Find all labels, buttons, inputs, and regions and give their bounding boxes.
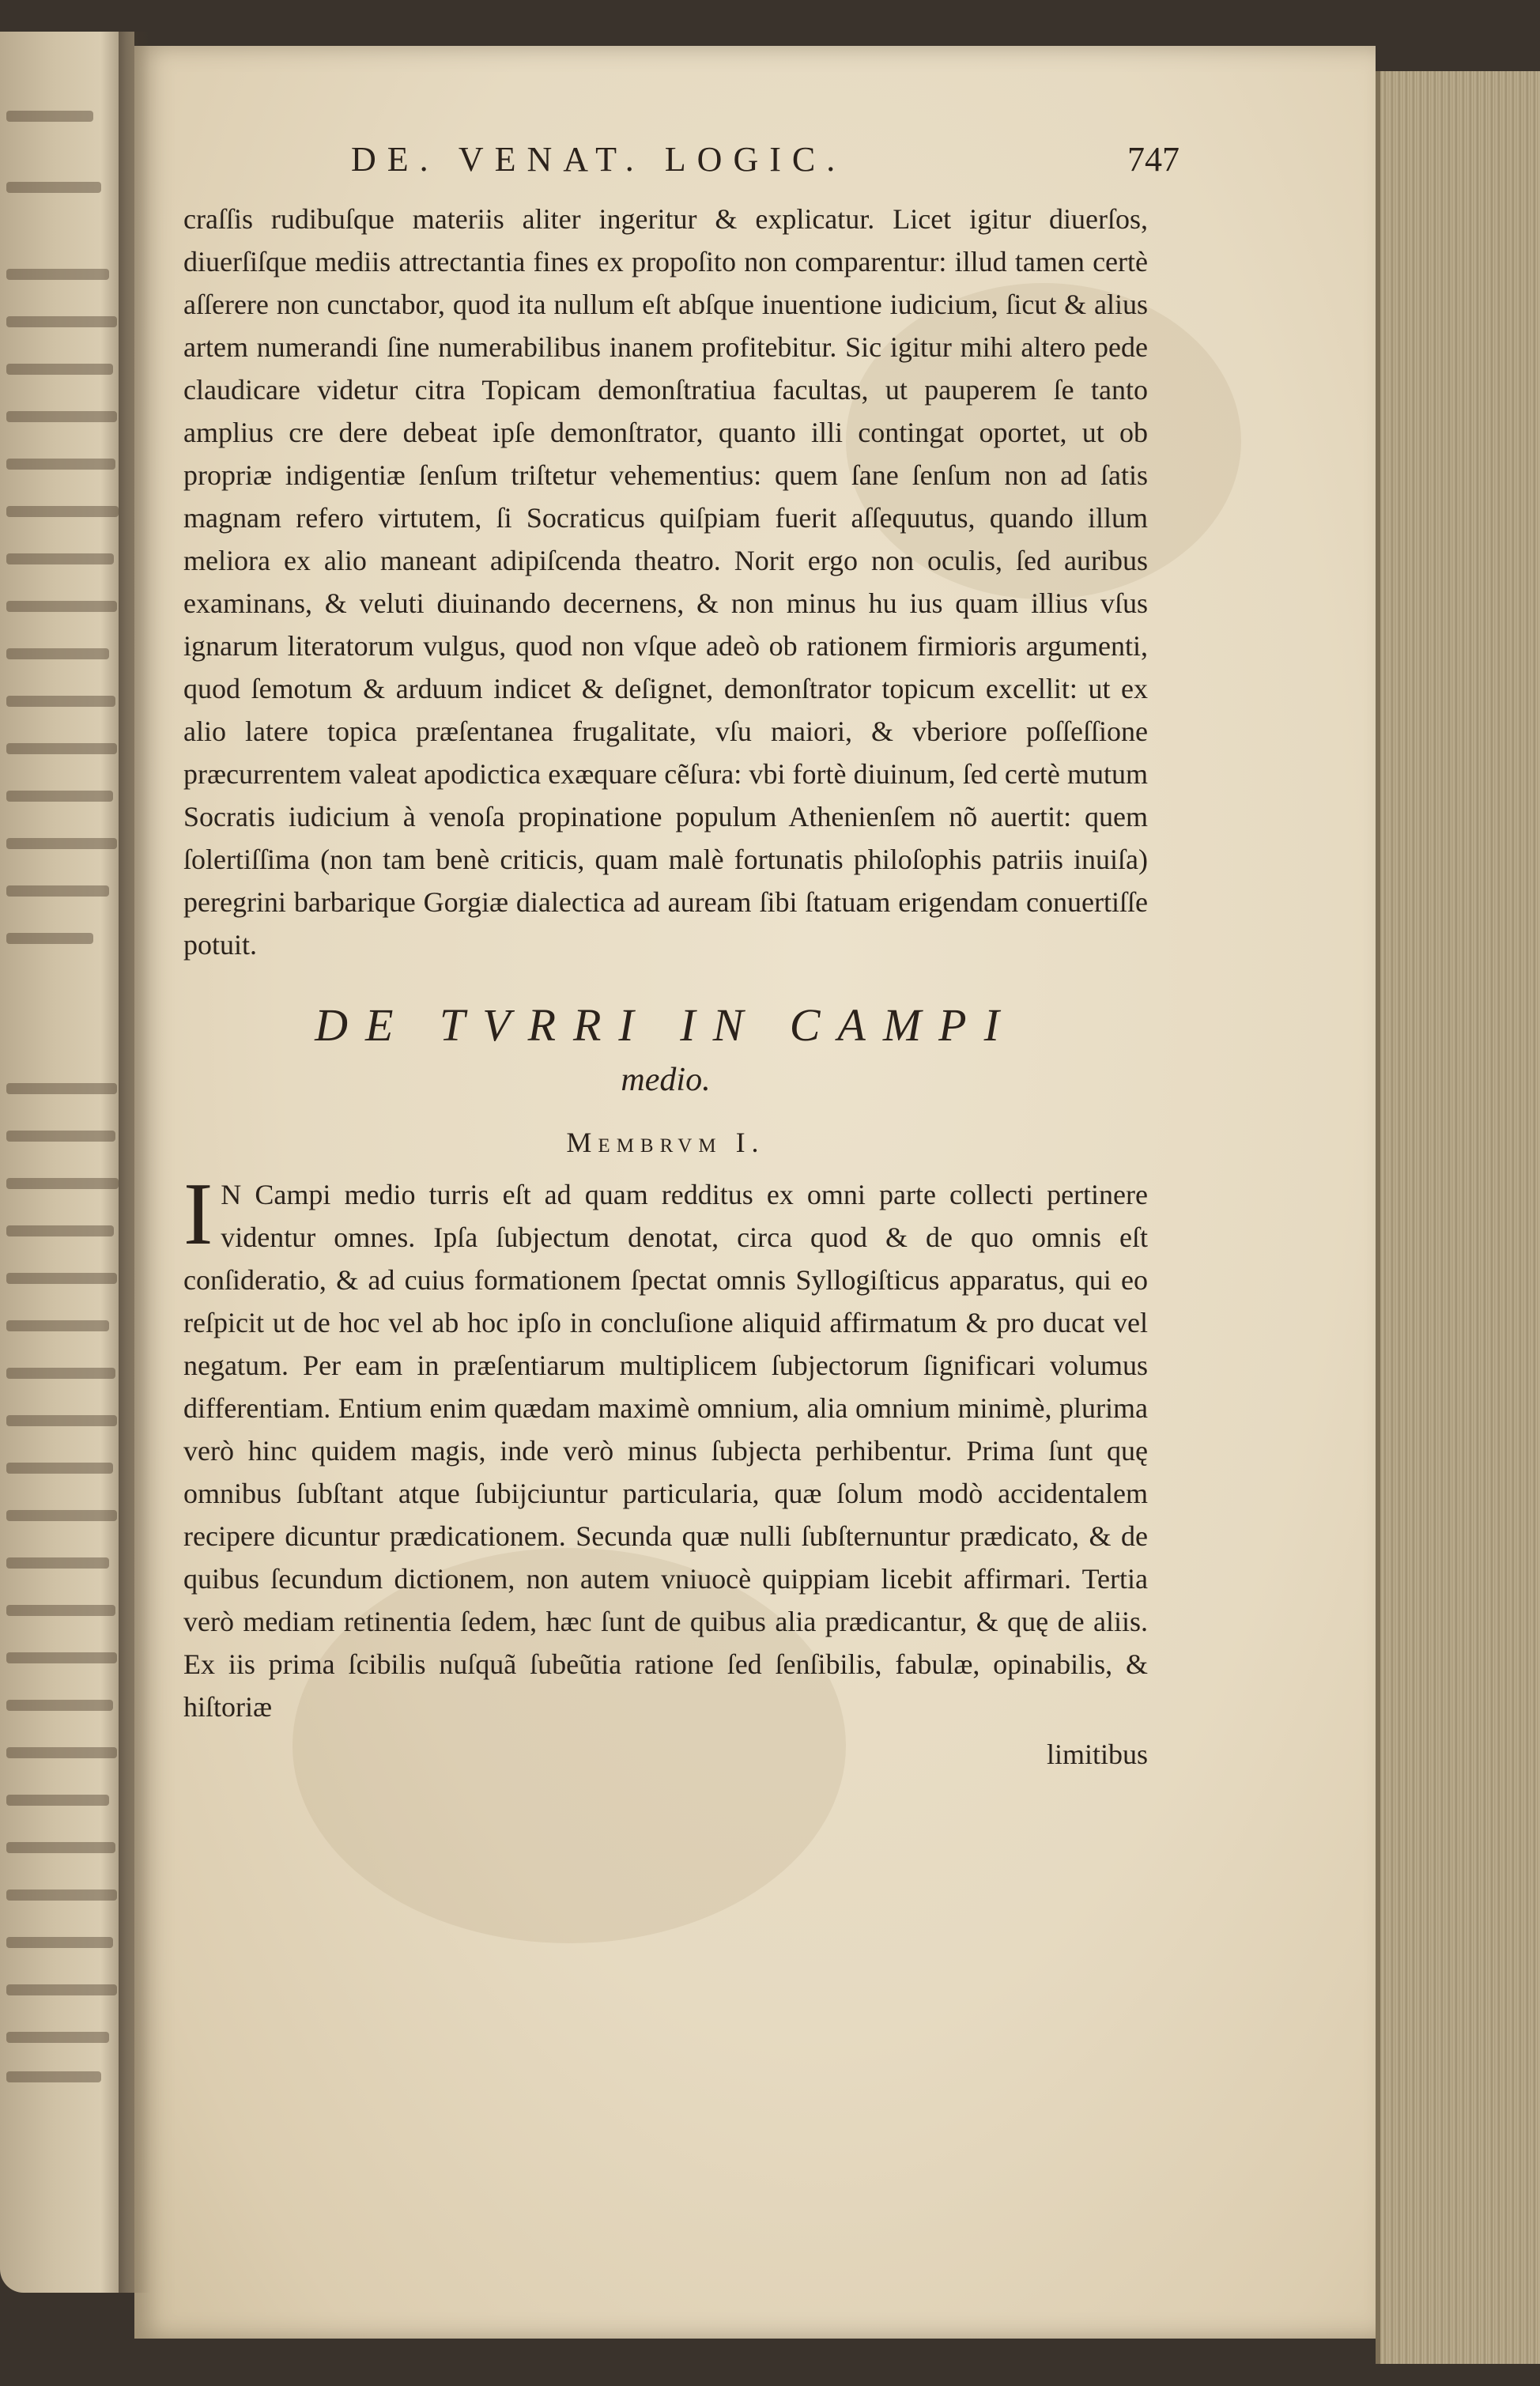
initial-letter: I: [183, 1165, 213, 1263]
facing-page-edge: [0, 32, 134, 2293]
page-number: 747: [1127, 140, 1180, 179]
section-subtitle: medio.: [621, 1062, 711, 1098]
paragraph-member-one: [183, 1165, 1148, 1728]
book-fore-edge: [1376, 71, 1540, 2364]
catchword: limitibus: [1046, 1739, 1148, 1770]
running-head-title: DE. VENAT. LOGIC.: [351, 140, 847, 179]
paragraph-continued: craſſis rudibuſque materiis aliter ingeritur & explicatur. Licet igitur diuerſos, diuerſiſque mediis attrectantia fines ex propoſito non comparentur: illud tamen certè aſſerere non cunctabor, quod ita nullum eſt abſque inuentione iudicium, ſicut & alius artem numerandi ſine numerabilibus inanem profitebitur. Sic igitur mihi altero pede claudicare videtur citra Topicam demonſtratiua facultas, ut pauperem ſe tanto amplius cre dere debeat ipſe demonſtrator, quanto illi contingat oportet, ut ob propriæ indigentiæ ſenſum triſtetur vehementius: quem ſane ſenſum non ad ſatis magnam refero virtutem, ſi Socraticus quiſpiam fuerit aſſequutus, quando illum meliora ex alio maneant adipiſcenda theatro. Norit ergo non oculis, ſed auribus examinans, & veluti diuinando decernens, & non minus hu ius quam illius vſus ignarum literatorum vulgus, quod non vſque adeò ob rationem firmioris argumenti, quod ſemotum & arduum indicet & deſignet, demonſtrator topicum excellit: ut ex alio latere topica præſentanea frugalitate, vſu maiori, & vberiore poſſeſſione præcurrentem valeat apodictica exæquare cẽſura: vbi fortè diuinum, ſed certè mutum Socratis iudicium à venoſa propinatione populum Athenienſem nõ auertit: quem ſolertiſſima (non tam benè criticis, quam malè fortunatis philoſophis patriis inuiſa) peregrini barbarique Gorgiæ dialectica ad auream ſibi ſtatuam erigendam conuertiſſe potuit.: [183, 203, 1148, 961]
member-heading: Membrvm I.: [566, 1127, 765, 1158]
paragraph-member-one-text: N Campi medio turris eſt ad quam redditus ex omni parte collecti pertinere videntur omnes. Ipſa ſubjectum denotat, circa quod & de quo omnis eſt conſideratio, & ad cuius formationem ſpectat omnis Syllogiſticus apparatus, qui eo reſpicit ut de hoc vel ab hoc ipſo in concluſione aliquid affirmatum & pro ducat vel negatum. Per eam in præſentiarum multiplicem ſubjectorum ſignificari volumus differentiam. Entium enim quædam maximè omnium, alia omnium minimè, plurima verò hinc quidem magis, inde verò minus ſubjecta perhibentur. Prima ſunt quę omnibus ſubſtant atque ſubijciuntur particularia, quæ ſolum modò accidentalem recipere dicuntur prædicationem. Secunda quæ nulli ſubſternuntur prædicato, & de quibus ſecundum dictionem, non autem vniuocè quippiam licebit affirmari. Tertia verò mediam retinentia ſedem, hæc ſunt de quibus alia prædicantur, & quę de aliis. Ex iis prima ſcibilis nuſquã ſubeũtia ratione ſed ſenſibilis, fabulæ, opinabilis, & hiſtoriæ: [183, 1179, 1148, 1723]
page-text-block: [183, 126, 1180, 1776]
book-gutter: [119, 32, 150, 2293]
section-title: DE TVRRI IN CAMPI: [315, 999, 1017, 1051]
running-head: [183, 126, 1180, 198]
